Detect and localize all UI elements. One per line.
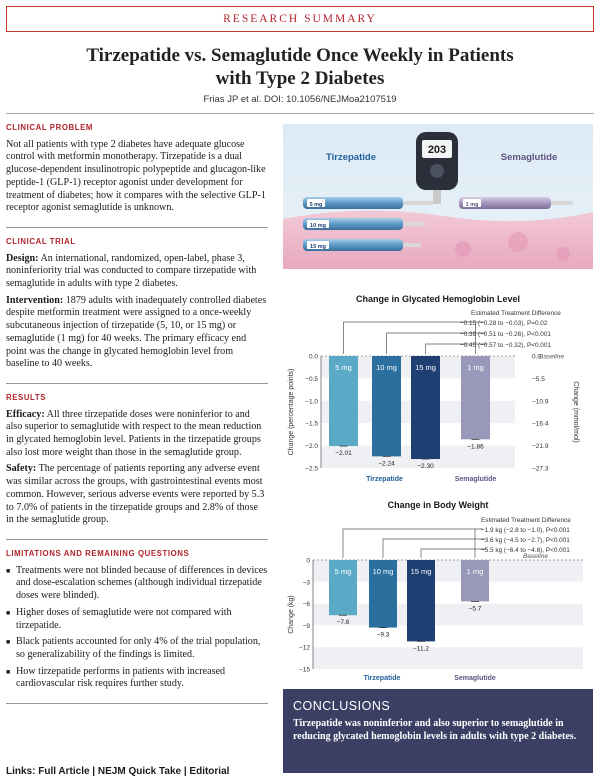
hba1c-y-tick-label: 0.0 <box>308 353 318 361</box>
weight-group-label-tirzepatide: Tirzepatide <box>363 675 401 682</box>
hba1c-y-right-tick-label: 0.0 <box>532 353 542 361</box>
left-column <box>6 122 268 712</box>
design-label: Design: <box>6 252 39 264</box>
hba1c-bar-value-label: −2.01 <box>335 450 352 458</box>
hba1c-chart-title: Change in Glycated Hemoglobin Level <box>355 294 521 304</box>
banner-label: RESEARCH SUMMARY <box>223 13 377 25</box>
weight-y-tick-label: −12 <box>298 644 310 652</box>
hba1c-chart <box>283 288 593 488</box>
hba1c-y-right-tick-label: −27.3 <box>532 465 549 473</box>
citation: Frias JP et al. DOI: 10.1056/NEJMoa2107519 <box>203 94 397 105</box>
weight-etd-2: −3.6 kg (−4.5 to −2.7), P<0.001 <box>481 537 570 544</box>
intervention-text: 1879 adults with inadequately controlled diabetes despite metformin treatment were assigned to a once-weekly subcutaneous injection of tirzepatide (5, 10, or 15 mg) or semaglutide (1 mg) for 40 weeks. The primary efficacy end point was the change in glycated hemoglobin level from baseline to 40 weeks. <box>6 294 267 370</box>
efficacy-text: All three tirzepatide doses were noninferior to and also superior to semaglutide with respect to the mean reduction in glycated hemoglobin level. Patients in the tirzepatide groups also lost more weight than those in the semaglutide group. <box>6 408 262 458</box>
hba1c-y-tick-label: −1.0 <box>305 398 318 406</box>
clinical-problem-text: Not all patients with type 2 diabetes have adequate glucose control with metformin monotherapy. Tirzepatide is a dual glucose-dependent insulinotropic polypeptide and glucagon-like peptide-1 (GLP-1) receptor agonist under development for treatment of diabetes; how it compares with the selective GLP-1 receptor agonist semaglutide is unknown. <box>6 138 266 214</box>
hba1c-chart-svg <box>283 288 593 488</box>
weight-bar-category-label: 5 mg <box>334 567 352 576</box>
safety-label: Safety: <box>6 463 37 475</box>
hba1c-comparison-bracket <box>426 344 488 354</box>
weight-chart-svg <box>283 492 593 684</box>
weight-chart <box>283 492 593 684</box>
hba1c-bar-value-label: −2.30 <box>417 463 434 471</box>
weight-y-tick-label: 0 <box>306 557 310 565</box>
illustration <box>283 124 593 269</box>
article-links[interactable]: Links: Full Article | NEJM Quick Take | Editorial <box>6 766 230 777</box>
hba1c-y-right-tick-label: −21.9 <box>532 443 549 451</box>
header-divider <box>6 113 594 114</box>
weight-group-label-semaglutide: Semaglutide <box>454 675 496 682</box>
research-summary-banner <box>6 6 594 32</box>
hba1c-bar-value-label: −1.86 <box>467 443 484 451</box>
list-item: ■ Higher doses of semaglutide were not compared with tirzepatide. <box>6 607 268 632</box>
weight-etd-1: −1.9 kg (−2.8 to −1.0), P<0.001 <box>481 527 570 534</box>
hba1c-etd-heading: Estimated Treatment Difference <box>471 310 561 317</box>
design-paragraph <box>6 253 268 291</box>
label-semaglutide: Semaglutide <box>500 152 558 163</box>
list-item: ■ How tirzepatide performs in patients with increased cardiovascular risk requires further study. <box>6 666 268 691</box>
hba1c-y-tick-label: −2.0 <box>305 443 318 451</box>
weight-bar-value-label: −11.2 <box>413 645 429 653</box>
intervention-label: Intervention: <box>6 294 64 306</box>
weight-y-tick-label: −3 <box>302 579 310 587</box>
weight-baseline-label: Baseline <box>523 553 548 560</box>
results-section <box>6 392 268 540</box>
pen-label-15mg: 15 mg <box>310 244 326 250</box>
safety-text: The percentage of patients reporting any adverse event was similar across the groups, with gastrointestinal events most common. However, serious adverse events were reported by 5.3 to 7.0% of patients in the tirzepatide groups and 2.8% of those in the semaglutide group. <box>6 463 265 526</box>
illustration-graphic <box>283 124 593 269</box>
weight-bar-category-label: 1 mg <box>466 567 484 576</box>
safety-paragraph <box>6 463 268 527</box>
hba1c-etd-2: −0.39 (−0.51 to −0.26), P<0.001 <box>460 331 551 338</box>
hba1c-y-axis-label: Change (percentage points) <box>288 368 295 456</box>
hba1c-bar-value-label: −2.24 <box>378 460 395 468</box>
page-title <box>0 44 600 90</box>
clinical-problem-section <box>6 122 268 228</box>
efficacy-label: Efficacy: <box>6 408 45 420</box>
weight-comparison-bracket <box>343 529 483 558</box>
weight-y-tick-label: −15 <box>298 666 310 674</box>
weight-comparison-bracket <box>421 549 487 558</box>
hba1c-group-label-tirzepatide: Tirzepatide <box>366 476 403 483</box>
hba1c-etd-1: −0.15 (−0.28 to −0.03), P=0.02 <box>460 320 548 327</box>
title-line-1: Tirzepatide vs. Semaglutide Once Weekly in Patients <box>86 45 514 66</box>
hba1c-bar-category-label: 1 mg <box>467 363 484 372</box>
conclusions-box <box>283 689 593 773</box>
weight-bar-category-label: 15 mg <box>410 567 432 576</box>
weight-comparison-bracket <box>383 539 485 558</box>
cell-shape <box>455 241 471 257</box>
hba1c-bar-category-label: 5 mg <box>335 363 352 372</box>
pen-label-5mg: 5 mg <box>309 202 323 208</box>
hba1c-y-right-tick-label: −5.5 <box>532 375 545 383</box>
clinical-trial-heading: CLINICAL TRIAL <box>6 236 76 246</box>
list-item: ■ Treatments were not blinded because of differences in devices and dose-escalation schemes (although individual tirzepatide doses were blinded). <box>6 565 268 603</box>
weight-grid-band <box>313 625 583 647</box>
hba1c-comparison-bracket <box>387 333 486 354</box>
hba1c-comparison-bracket <box>344 322 484 354</box>
label-tirzepatide: Tirzepatide <box>326 152 376 163</box>
title-line-2: with Type 2 Diabetes <box>215 68 385 89</box>
hba1c-y-right-tick-label: −10.9 <box>532 398 549 406</box>
limitations-section <box>6 548 268 704</box>
weight-bar-value-label: −5.7 <box>468 605 482 613</box>
weight-y-axis-label: Change (kg) <box>288 595 295 634</box>
list-item: ■ Black patients accounted for only 4% of the trial population, so generalizability of the findings is limited. <box>6 636 268 661</box>
weight-bar-category-label: 10 mg <box>372 567 394 576</box>
weight-etd-3: −5.5 kg (−6.4 to −4.6), P<0.001 <box>481 547 570 554</box>
results-heading: RESULTS <box>6 392 47 402</box>
weight-y-tick-label: −9 <box>302 622 310 630</box>
hba1c-y-tick-label: −0.5 <box>305 375 318 383</box>
conclusions-text: Tirzepatide was noninferior and also superior to semaglutide in reducing glycated hemoglobin levels in adults with type 2 diabetes. <box>293 718 577 742</box>
weight-chart-title: Change in Body Weight <box>387 500 489 510</box>
pen-5mg <box>303 197 433 209</box>
hba1c-bar-category-label: 15 mg <box>415 363 436 372</box>
weight-bar-value-label: −7.6 <box>336 619 350 627</box>
weight-y-tick-label: −6 <box>302 601 310 609</box>
cell-shape <box>508 232 528 252</box>
hba1c-y-right-axis-label: Change (mmol/mol) <box>572 381 579 443</box>
pen-label-1mg: 1 mg <box>465 202 479 208</box>
hba1c-group-label-semaglutide: Semaglutide <box>454 476 497 483</box>
conclusions-heading: CONCLUSIONS <box>293 699 391 713</box>
glucometer-value: 203 <box>427 144 447 156</box>
weight-bar-value-label: −9.3 <box>376 631 390 639</box>
clinical-trial-section <box>6 236 268 384</box>
design-text: An international, randomized, open-label, phase 3, noninferiority trial was conducted to compare tirzepatide with semaglutide in adults with type 2 diabetes. <box>6 252 257 290</box>
limitations-heading: LIMITATIONS AND REMAINING QUESTIONS <box>6 548 190 558</box>
limitations-list <box>6 565 268 691</box>
weight-etd-heading: Estimated Treatment Difference <box>481 517 571 524</box>
clinical-problem-heading: CLINICAL PROBLEM <box>6 123 93 132</box>
intervention-paragraph <box>6 295 268 371</box>
pen-label-10mg: 10 mg <box>310 223 326 229</box>
hba1c-y-tick-label: −1.5 <box>305 420 318 428</box>
efficacy-paragraph <box>6 409 268 460</box>
hba1c-etd-3: −0.45 (−0.57 to −0.32), P<0.001 <box>460 342 551 349</box>
hba1c-y-tick-label: −2.5 <box>305 465 318 473</box>
hba1c-baseline-label: Baseline <box>539 353 564 361</box>
hba1c-y-right-tick-label: −16.4 <box>532 420 549 428</box>
cell-shape <box>556 247 570 261</box>
hba1c-bar-category-label: 10 mg <box>376 363 397 372</box>
weight-grid-band <box>313 647 583 669</box>
